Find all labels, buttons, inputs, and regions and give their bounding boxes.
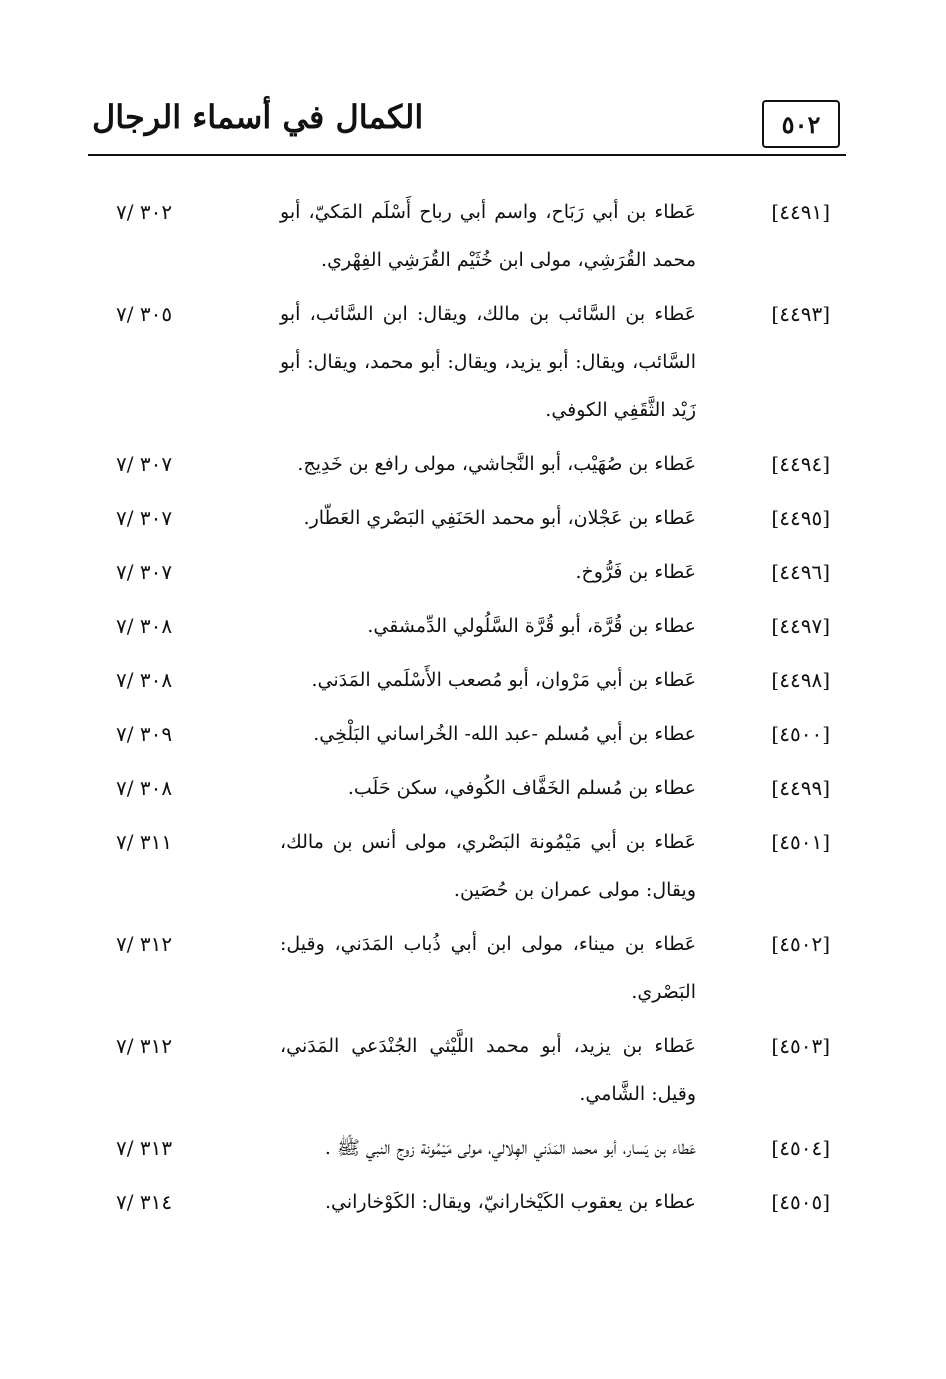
entry-text: عطاء بن قُرَّة، أبو قُرَّة السَّلُولي الدِّمشقي. — [367, 615, 696, 637]
entry-reference: ٣٠٨ /٧ — [116, 614, 173, 638]
entry-reference: ٣٠٥ /٧ — [116, 302, 173, 326]
entry-reference: ٣١٤ /٧ — [116, 1190, 173, 1214]
entry — [100, 818, 830, 914]
header-rule — [88, 154, 846, 156]
entry — [100, 548, 830, 596]
entry-number: [٤٤٩٦] — [771, 560, 830, 584]
entry-number: [٤٤٩٥] — [771, 506, 830, 530]
entry-reference: ٣١٢ /٧ — [116, 932, 173, 956]
entry-text: عطاء بن يعقوب الكَيْخارانيّ، ويقال: الكَوْخاراني. — [324, 1191, 696, 1213]
entry-number: [٤٥٠٥] — [771, 1190, 830, 1214]
entry-number: [٤٤٩٩] — [771, 776, 830, 800]
entry-number: [٤٤٩٤] — [771, 452, 830, 476]
entry — [100, 920, 830, 1016]
entry-reference: ٣٠٨ /٧ — [116, 776, 173, 800]
entry-number: [٤٤٩٨] — [771, 668, 830, 692]
entry-text: عطاء بن مُسلم الخَفَّاف الكُوفي، سكن حَلَب. — [347, 777, 696, 799]
entry-reference: ٣٠٨ /٧ — [116, 668, 173, 692]
entry — [100, 764, 830, 812]
book-title: الكمال في أسماء الرجال — [92, 98, 424, 136]
entry-text: عَطاء بن أبي مَيْمُونة البَصْري، مولى أنس بن مالك، ويقال: مولى عمران بن حُصَين. — [280, 831, 696, 901]
entry-reference: ٣٠٩ /٧ — [116, 722, 173, 746]
entry — [100, 494, 830, 542]
entry-reference: ٣١٢ /٧ — [116, 1034, 173, 1058]
entry-number: [٤٤٩٧] — [771, 614, 830, 638]
entry-number: [٤٥٠١] — [771, 830, 830, 854]
entry-text: عطاء بن أبي مُسلم -عبد الله- الخُراساني البَلْخِي. — [313, 723, 696, 745]
entry-text: عَطاء بن السَّائب بن مالك، ويقال: ابن السَّائب، أبو السَّائب، ويقال: أبو يزيد، ويقال: أبو محمد، ويقال: أبو زَيْد الثَّقَفِي الكوفي. — [280, 303, 696, 421]
entry-text: عَطاء بن صُهَيْب، أبو النَّجاشي، مولى رافع بن خَدِيج. — [297, 453, 696, 475]
entry-number: [٤٥٠٢] — [771, 932, 830, 956]
entry — [100, 1178, 830, 1226]
entry-number: [٤٤٩٣] — [771, 302, 830, 326]
entry-text: عَطاء بن أبي مَرْوان، أبو مُصعب الأَسْلَمي المَدَني. — [311, 669, 696, 691]
entry-reference: ٣٠٧ /٧ — [116, 560, 173, 584]
entry-text: عَطاء بن أبي رَبَاح، واسم أبي رباح أَسْلَم المَكيّ، أبو محمد القُرَشِي، مولى ابن خُثَيْم القُرَشِي الفِهْري. — [280, 201, 696, 271]
entry-number: [٤٥٠٤] — [771, 1136, 830, 1160]
entries-list — [100, 188, 830, 1232]
entry — [100, 290, 830, 434]
entry-text: عَطاء بن عَجْلان، أبو محمد الحَنَفِي البَصْري العَطّار. — [303, 507, 696, 529]
entry — [100, 1022, 830, 1118]
entry-text: عَطاء بن فَرُّوخ. — [575, 561, 696, 583]
entry-reference: ٣٠٧ /٧ — [116, 452, 173, 476]
entry-text: عَطاء بن ميناء، مولى ابن أبي ذُباب المَدَني، وقيل: البَصْري. — [280, 933, 696, 1003]
entry — [100, 602, 830, 650]
entry-reference: ٣١٣ /٧ — [116, 1136, 173, 1160]
entry — [100, 440, 830, 488]
entry-reference: ٣١١ /٧ — [116, 830, 173, 854]
entry — [100, 188, 830, 284]
entry — [100, 1124, 830, 1172]
entry-number: [٤٥٠٣] — [771, 1034, 830, 1058]
entry-reference: ٣٠٢ /٧ — [116, 200, 173, 224]
entry-text: عَطاء بن يزيد، أبو محمد اللَّيْثي الجُنْدَعي المَدَني، وقيل: الشَّامي. — [280, 1035, 696, 1105]
entry-number: [٤٤٩١] — [771, 200, 830, 224]
entry-text: عَطاء بن يَسار، أبو محمد المَدَني الهِلالي، مولى مَيْمُونة زوج النبي ﷺ . — [324, 1137, 696, 1159]
entry-reference: ٣٠٧ /٧ — [116, 506, 173, 530]
page-number: ٥٠٢ — [762, 100, 840, 148]
entry — [100, 710, 830, 758]
page-header — [88, 92, 846, 156]
entry — [100, 656, 830, 704]
entry-number: [٤٥٠٠] — [771, 722, 830, 746]
